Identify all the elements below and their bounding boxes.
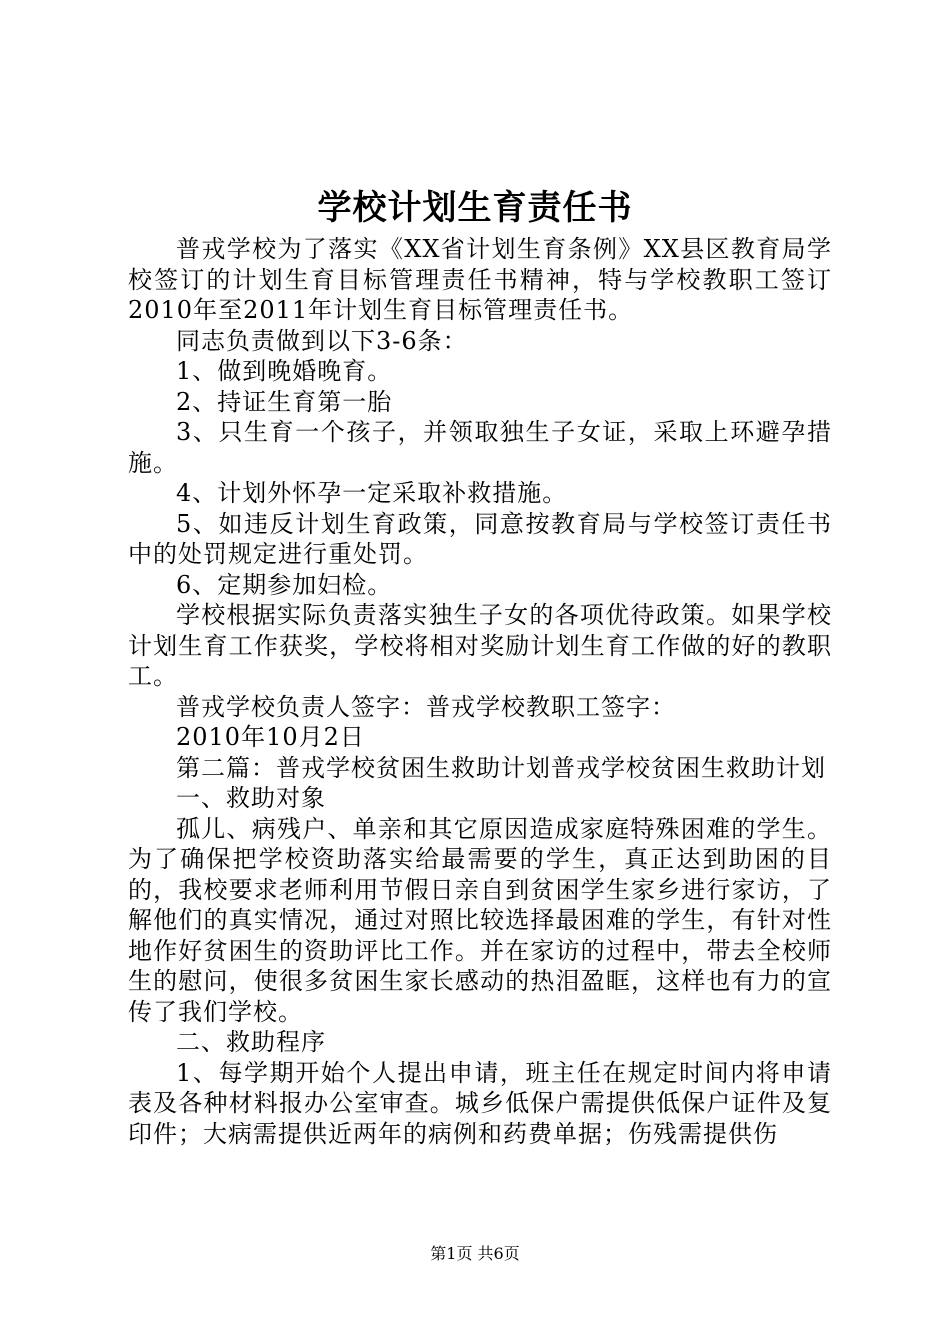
signature-line: 普戎学校负责人签字：普戎学校教职工签字： bbox=[176, 692, 676, 721]
paragraph: 同志负责做到以下3-6条： bbox=[176, 326, 468, 355]
paragraph: 2、持证生育第一胎 bbox=[176, 387, 393, 416]
section-heading: 二、救助程序 bbox=[176, 1028, 326, 1056]
paragraph: 3、只生育一个孩子，并领取独生子女证，采取上环避孕措施。 bbox=[128, 418, 832, 477]
paragraph: 5、如违反计划生育政策，同意按教育局与学校签订责任书中的处罚规定进行重处罚。 bbox=[128, 509, 832, 568]
paragraph: 1、每学期开始个人提出申请，班主任在规定时间内将申请表及各种材料报办公室审查。城乡低保户需提供低保户证件及复印件；大病需提供近两年的病例和药费单据；伤残需提供伤 bbox=[128, 1058, 832, 1148]
paragraph: 孤儿、病残户、单亲和其它原因造成家庭特殊困难的学生。为了确保把学校资助落实给最需要的学生，真正达到助困的目的，我校要求老师利用节假日亲自到贫困学生家乡进行家访，了解他们的真实情况，通过对照比较选择最困难的学生，有针对性地作好贫困生的资助评比工作。并在家访的过程中，带去全校师生的慰问，使很多贫困生家长感动的热泪盈眶，这样也有力的宣传了我们学校。 bbox=[128, 814, 832, 1026]
document-body bbox=[128, 234, 832, 1149]
section-heading: 第二篇：普戎学校贫困生救助计划普戎学校贫困生救助计划 bbox=[176, 753, 826, 782]
section-heading: 一、救助对象 bbox=[176, 784, 326, 812]
paragraph: 4、计划外怀孕一定采取补救措施。 bbox=[176, 479, 568, 507]
paragraph: 1、做到晚婚晚育。 bbox=[176, 357, 393, 385]
date-line: 2010年10月2日 bbox=[176, 723, 365, 751]
document-title: 学校计划生育责任书 bbox=[317, 188, 633, 228]
paragraph: 6、定期参加妇检。 bbox=[176, 570, 393, 599]
page-footer: 第1页 共6页 bbox=[430, 1244, 520, 1263]
paragraph: 学校根据实际负责落实独生子女的各项优待政策。如果学校计划生育工作获奖，学校将相对奖励计划生育工作做的好的教职工。 bbox=[128, 601, 832, 690]
paragraph: 普戎学校为了落实《XX省计划生育条例》XX县区教育局学校签订的计划生育目标管理责任书精神，特与学校教职工签订2010年至2011年计划生育目标管理责任书。 bbox=[128, 235, 832, 324]
